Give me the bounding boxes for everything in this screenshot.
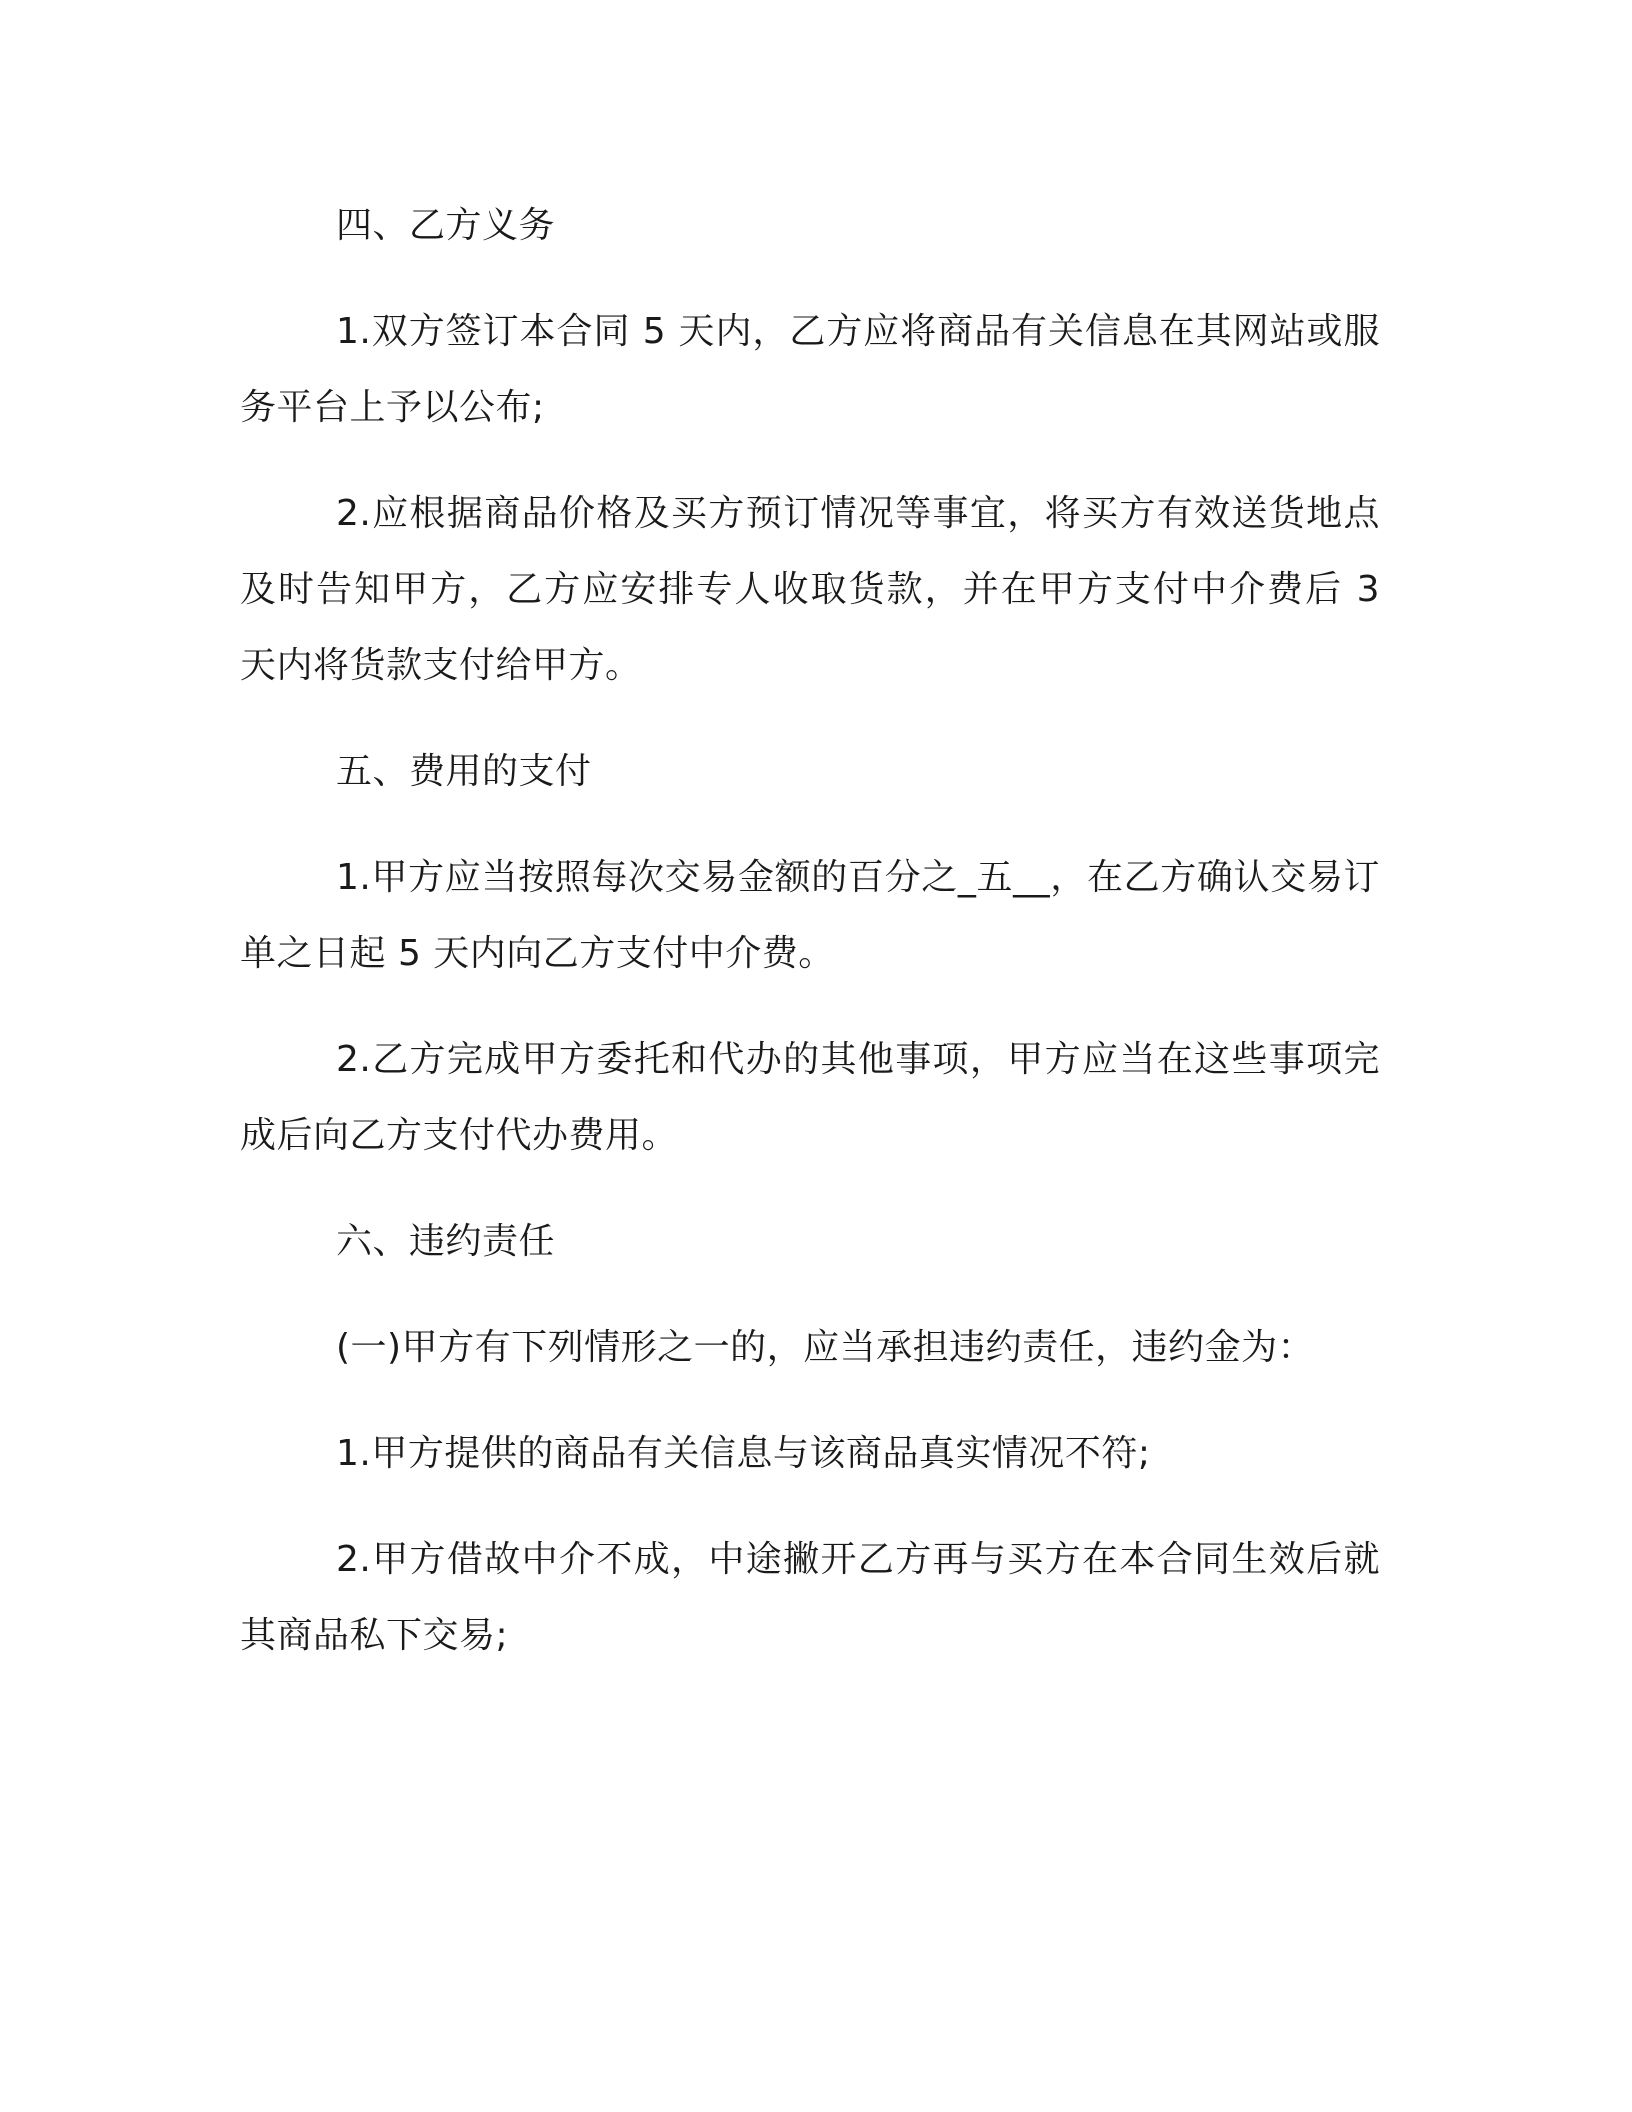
paragraph: 2.乙方完成甲方委托和代办的其他事项，甲方应当在这些事项完成后向乙方支付代办费用。 [240,1039,1380,1156]
paragraph: 2.甲方借故中介不成，中途撇开乙方再与买方在本合同生效后就其商品私下交易; [240,1539,1380,1656]
document-body [240,188,1380,1704]
section-heading-6: 六、违约责任 [336,1221,556,1262]
section-heading-4: 四、乙方义务 [336,205,556,246]
section-heading-5: 五、费用的支付 [336,751,592,792]
paragraph: 2.应根据商品价格及买方预订情况等事宜，将买方有效送货地点及时告知甲方，乙方应安排专人收取货款，并在甲方支付中介费后 3 天内将货款支付给甲方。 [240,493,1380,686]
paragraph: 1.甲方应当按照每次交易金额的百分之_五__，在乙方确认交易订单之日起 5 天内向乙方支付中介费。 [240,857,1380,974]
paragraph: 1.双方签订本合同 5 天内，乙方应将商品有关信息在其网站或服务平台上予以公布; [240,311,1380,428]
paragraph: 1.甲方提供的商品有关信息与该商品真实情况不符; [336,1433,1151,1474]
paragraph: (一)甲方有下列情形之一的，应当承担违约责任，违约金为： [336,1327,1315,1368]
